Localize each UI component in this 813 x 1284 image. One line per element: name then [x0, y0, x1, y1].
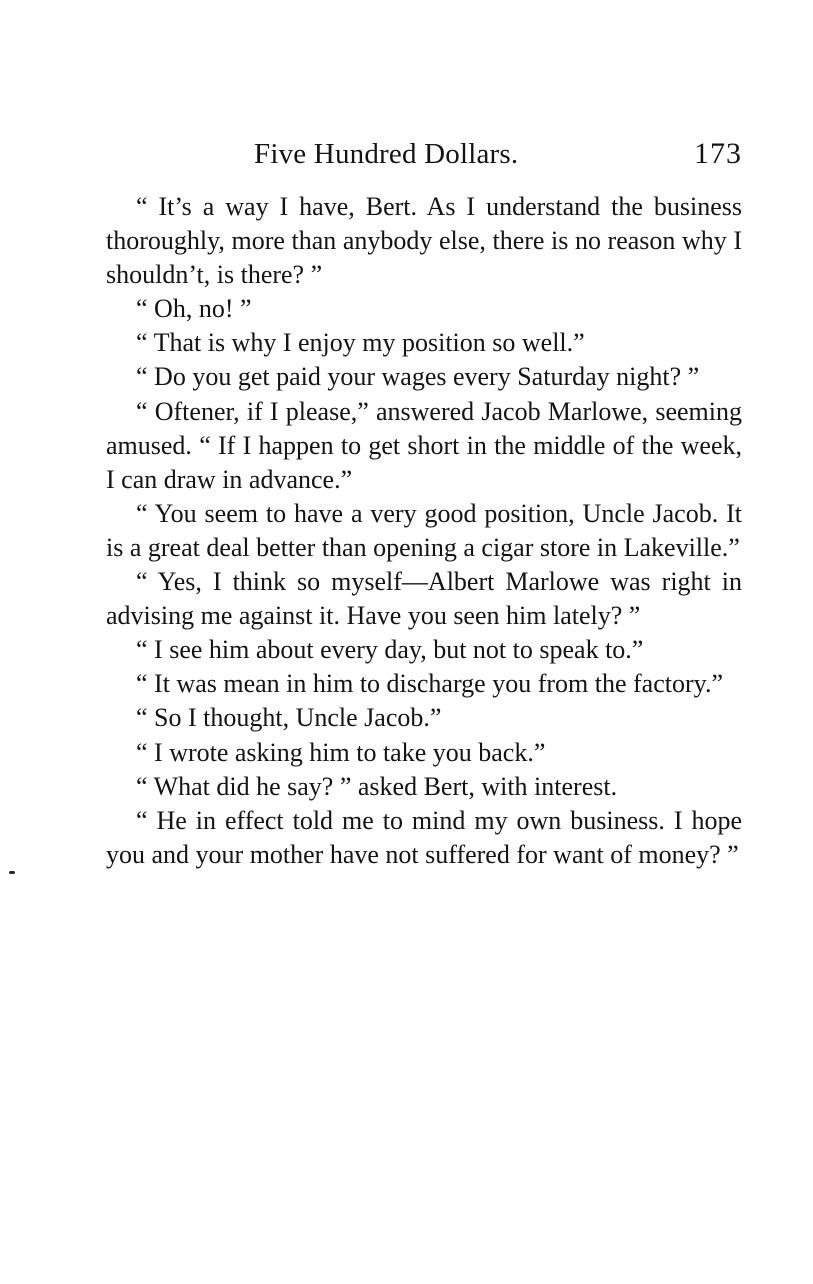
paragraph: “ Oftener, if I please,” answered Jacob Marlowe, seeming amused. “ If I happen to get short in the middle of the week, I can draw in advance.” — [106, 396, 742, 494]
paragraph: “ It’s a way I have, Bert. As I understand the business thoroughly, more than anybody else, there is no reason why I shouldn’t, is there? ” — [106, 192, 742, 290]
paragraph: “ Oh, no! ” — [136, 294, 252, 324]
paragraph: “ I wrote asking him to take you back.” — [136, 737, 546, 767]
paragraph: “ I see him about every day, but not to speak to.” — [136, 635, 644, 665]
scan-speck — [9, 871, 15, 874]
paragraph: “ Yes, I think so myself—Albert Marlowe was right in advising me against it. Have you seen him lately? ” — [106, 567, 742, 631]
paragraph: “ Do you get paid your wages every Saturday night? ” — [136, 362, 700, 392]
paragraph: “ What did he say? ” asked Bert, with interest. — [136, 771, 618, 801]
body-text — [106, 190, 742, 872]
running-head — [106, 134, 742, 174]
paragraph: “ So I thought, Uncle Jacob.” — [136, 703, 442, 733]
paragraph: “ He in effect told me to mind my own business. I hope you and your mother have not suffered for want of money? ” — [106, 805, 742, 869]
page-number: 173 — [694, 137, 742, 170]
paragraph: “ That is why I enjoy my position so well.” — [136, 328, 585, 358]
running-title: Five Hundred Dollars. — [254, 138, 519, 170]
paragraph: “ You seem to have a very good position, Uncle Jacob. It is a great deal better than opening a cigar store in Lakeville.” — [106, 498, 742, 562]
paragraph: “ It was mean in him to discharge you from the factory.” — [136, 669, 723, 699]
